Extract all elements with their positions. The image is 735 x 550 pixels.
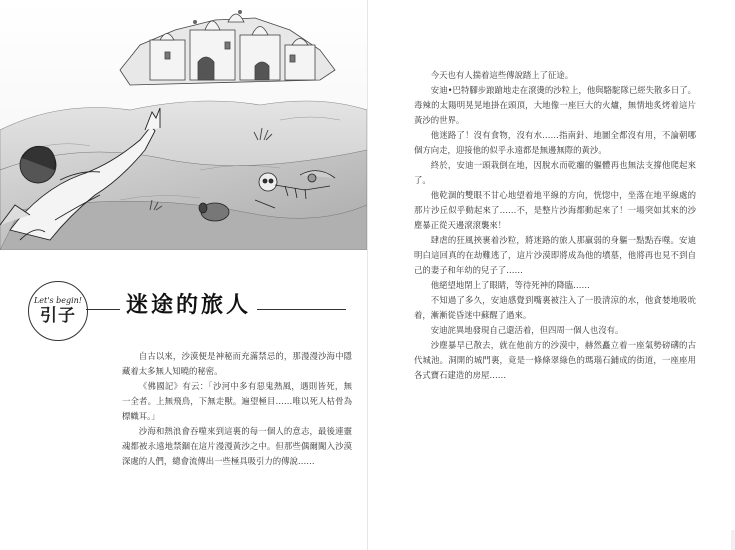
- paragraph: 他乾涸的雙眼不甘心地望着地平線的方向，恍惚中，坐落在地平線處的那片沙丘似乎動起來了……不，是整片沙海都動起來了！一場突如其來的沙塵暴正從天邊滾滾襲來！: [414, 190, 696, 230]
- paragraph: 《佛國記》有云：「沙河中多有惡鬼熱風，遇則皆死，無一全者。上無飛鳥，下無走獸。遍望極目……唯以死人枯骨為標幟耳。」: [122, 381, 352, 421]
- paragraph: 沙塵暴早已散去，就在他前方的沙漠中，赫然矗立着一座氣勢磅礴的古代城池。洞開的城門裏，竟是一條條翠綠色的瑪瑙石鋪成的街道，一座座用各式寶石建造的房屋……: [414, 340, 696, 380]
- paragraph: 不知過了多久，安迪感覺到嘴裏被注入了一股清涼的水，他貪婪地吸吮着，漸漸從昏迷中蘇醒了過來。: [414, 295, 696, 320]
- paragraph: 肆虐的狂風挾裹着沙粒，將迷路的旅人那羸弱的身軀一點點吞噬。安迪明白這回真的在劫難逃了，這片沙漠即將成為他的墳墓，他將再也見不到自己的妻子和年幼的兒子了……: [414, 235, 696, 275]
- page-edge: [731, 530, 735, 550]
- badge-subtitle: Let's begin!: [33, 296, 82, 305]
- paragraph: 他絕望地閉上了眼睛，等待死神的降臨……: [430, 280, 590, 290]
- chapter-title: 迷途的旅人: [120, 288, 257, 319]
- paragraph: 他迷路了！沒有食物，沒有水……指南針、地圖全都沒有用，不論朝哪個方向走，迎接他的似乎永遠都是無邊無際的黃沙。: [414, 130, 696, 155]
- paragraph: 今天也有人揣着這些傳說踏上了征途。: [430, 70, 574, 80]
- badge-label: 引子: [40, 306, 76, 326]
- desert-illustration: [0, 0, 367, 250]
- paragraph: 安迪•巴特腳步踉蹌地走在滾燙的沙粒上，他與駱駝隊已經失散多日了。毒辣的太陽明晃晃地掛在頭頂，大地像一座巨大的火爐，無情地炙烤着這片黃沙的世界。: [414, 85, 696, 125]
- intro-badge: [28, 281, 88, 341]
- left-page-text: [122, 349, 352, 469]
- paragraph: 沙海和熱浪會吞噬來到這裏的每一個人的意志，最後連靈魂都被永遠地禁錮在這片漫漫黃沙之中。但那些偶爾闖入沙漠深處的人們，總會流傳出一些極具吸引力的傳說……: [122, 426, 352, 466]
- paragraph: 自古以來，沙漠便是神秘而充滿禁忌的，那漫漫沙海中隱藏着太多無人知曉的秘密。: [122, 351, 352, 376]
- paragraph: 終於，安迪一頭栽倒在地，因脫水而乾癟的軀體再也無法支撐他爬起來了。: [414, 160, 696, 185]
- page-gutter: [367, 0, 368, 550]
- paragraph: 安迪詫異地發現自己還活着，但四周一個人也沒有。: [430, 325, 624, 335]
- right-page-text: [414, 68, 696, 383]
